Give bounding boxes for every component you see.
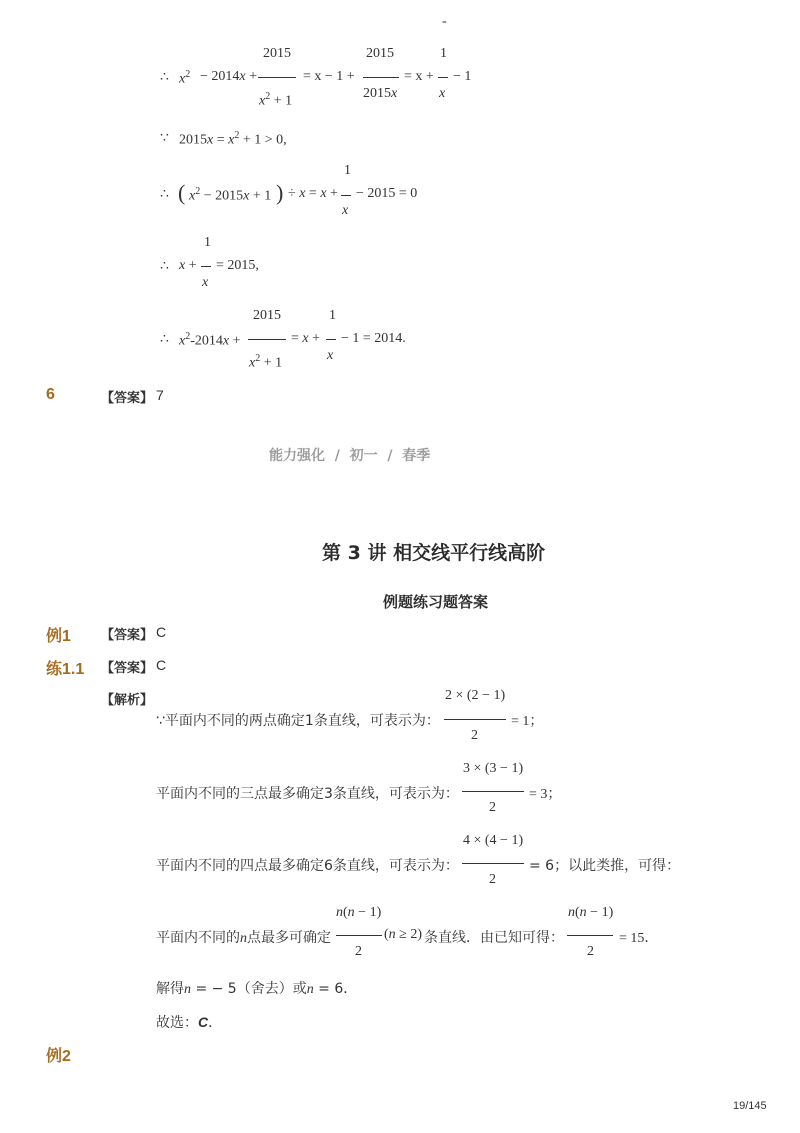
fraction-numerator: n(n − 1)	[336, 905, 382, 920]
fraction-bar	[248, 339, 286, 340]
fraction-numerator: 2015	[253, 308, 281, 323]
fraction-numerator: n(n − 1)	[568, 905, 614, 920]
fraction-numerator: 2015	[366, 46, 394, 61]
expr-x2-term: $x^2-2014x$ +	[179, 331, 241, 349]
fraction-bar	[258, 77, 296, 78]
expr-paren-inner: $x^2 - 2015x + 1$	[189, 186, 272, 204]
fraction-denominator: x	[202, 275, 209, 290]
top-mark: -	[442, 14, 447, 29]
analysis-tag: 【解析】	[101, 693, 154, 708]
example-number: 例2	[46, 1048, 71, 1065]
fraction-denominator: 2015x	[363, 86, 398, 101]
fraction-result: = 1；	[511, 714, 544, 729]
analysis-text: ∵平面内不同的两点确定1条直线，可表示为：	[156, 713, 440, 729]
fraction-result: = 3；	[529, 787, 562, 802]
fraction-bar	[336, 935, 382, 936]
answer-tag: 【答案】	[101, 628, 154, 643]
expr-eq-x-plus: = x +	[404, 69, 434, 84]
fraction-numerator: 2015	[263, 46, 291, 61]
expr-tail: = 2015,	[216, 258, 259, 273]
analysis-text: 平面内不同的n点最多可确定	[156, 930, 331, 946]
fraction-numerator: 3 × (3 − 1)	[463, 761, 524, 776]
fraction-numerator: 2 × (2 − 1)	[445, 688, 506, 703]
fraction-denominator: 2	[587, 944, 594, 959]
fraction-denominator: 2	[355, 944, 362, 959]
answer-value: 7	[156, 387, 164, 403]
therefore-symbol: ∴	[160, 259, 169, 274]
fraction-denominator: x	[439, 86, 446, 101]
expr-tail: − 1 = 2014.	[341, 331, 406, 346]
answer-tag: 【答案】	[101, 661, 154, 676]
example-number: 例1	[46, 628, 71, 645]
analysis-text: 解得n = − 5（舍去）或n = 6．	[156, 981, 358, 997]
expr-x-plus: x +	[179, 258, 197, 273]
expr-middle: = x − 1 +	[303, 69, 355, 84]
section-title: 例题练习题答案	[383, 593, 489, 611]
fraction-bar	[438, 77, 448, 78]
question-number: 6	[46, 386, 55, 403]
fraction-numerator: 1	[329, 308, 336, 323]
fraction-bar	[462, 791, 524, 792]
fraction-bar	[363, 77, 399, 78]
because-symbol: ∵	[160, 131, 169, 146]
fraction-denominator: x	[342, 203, 349, 218]
right-paren: )	[276, 180, 284, 205]
therefore-symbol: ∴	[160, 70, 169, 85]
fraction-denominator: 2	[471, 728, 478, 743]
fraction-denominator: 2	[489, 872, 496, 887]
analysis-text: 条直线．由已知可得：	[424, 930, 564, 946]
fraction-numerator: 1	[440, 46, 447, 61]
fraction-bar	[201, 266, 211, 267]
expr-tail: − 2015 = 0	[356, 186, 418, 201]
expr-x2-term: $x^2$	[179, 69, 191, 87]
therefore-symbol: ∴	[160, 187, 169, 202]
fraction-numerator: 1	[204, 235, 211, 250]
answer-value: C	[156, 657, 167, 673]
fraction-bar	[444, 719, 506, 720]
fraction-bar	[326, 339, 336, 340]
expr-divide: ÷ x = x +	[288, 186, 338, 201]
lecture-title: 第 3 讲 相交线平行线高阶	[322, 542, 546, 564]
condition: (n ≥ 2)	[384, 927, 423, 942]
expr-2014x: − 2014x +	[200, 69, 258, 84]
running-header: 能力强化 / 初一 / 春季	[269, 448, 431, 464]
fraction-denominator: 2	[489, 800, 496, 815]
fraction-bar	[462, 863, 524, 864]
fraction-denominator: $x^2 + 1$	[249, 353, 283, 371]
fraction-denominator: $x^2 + 1$	[259, 91, 293, 109]
analysis-text: 故选：C．	[156, 1014, 223, 1031]
fraction-result: = 15．	[619, 931, 659, 946]
therefore-symbol: ∴	[160, 332, 169, 347]
page-number: 19/145	[733, 1100, 767, 1112]
fraction-denominator: x	[327, 348, 334, 363]
left-paren: (	[178, 180, 186, 205]
fraction-bar	[567, 935, 613, 936]
analysis-text: 平面内不同的三点最多确定3条直线，可表示为：	[156, 786, 459, 802]
fraction-numerator: 4 × (4 − 1)	[463, 833, 524, 848]
analysis-text: 平面内不同的四点最多确定6条直线，可表示为：	[156, 858, 459, 874]
answer-value: C	[156, 624, 167, 640]
fraction-numerator: 1	[344, 163, 351, 178]
expr-tail: − 1	[453, 69, 472, 84]
fraction-bar	[341, 195, 351, 196]
answer-tag: 【答案】	[101, 391, 154, 406]
expr-line-2: $2015x = x^2 + 1 > 0$,	[179, 130, 287, 148]
fraction-result: = 6；以此类推，可得：	[529, 858, 681, 874]
expr-eq-x-plus: = x +	[291, 331, 321, 346]
practice-number: 练1.1	[46, 661, 85, 678]
